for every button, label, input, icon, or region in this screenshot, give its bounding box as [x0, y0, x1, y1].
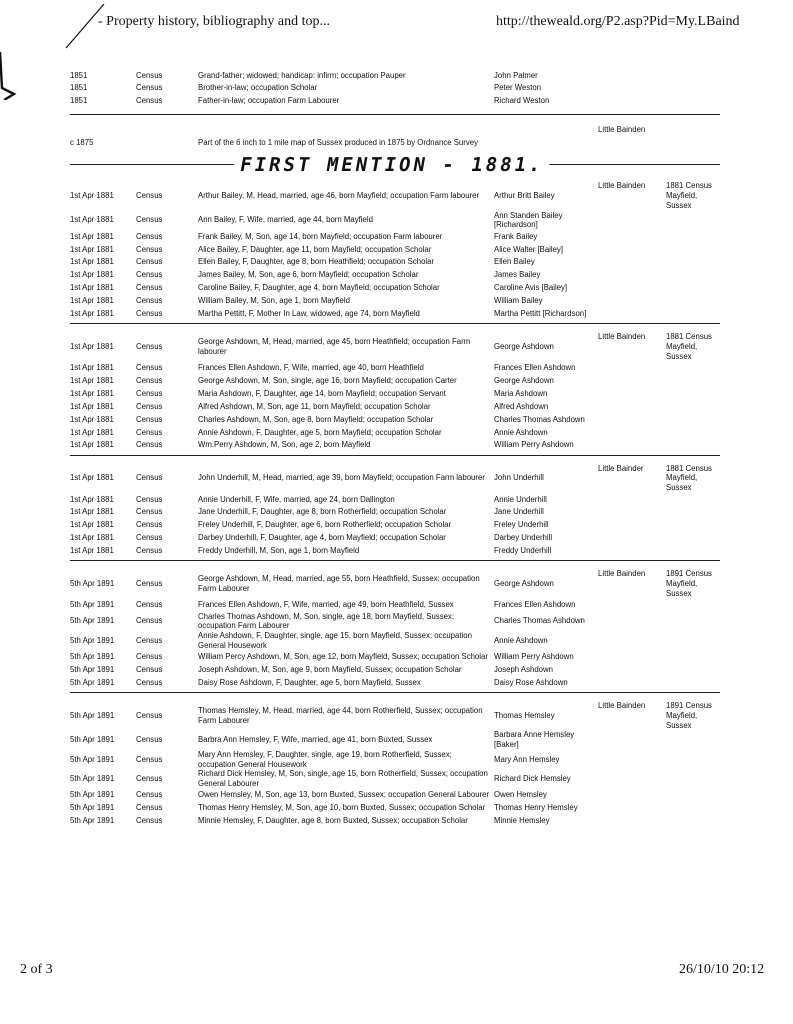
record-date: 1st Apr 1881 — [70, 414, 114, 424]
table-row — [70, 506, 720, 519]
record-group — [70, 323, 720, 454]
print-timestamp: 26/10/10 20:12 — [679, 962, 765, 977]
record-description: James Bailey, M, Son, age 6, born Mayfield; occupation Scholar — [198, 270, 419, 280]
property-name-link[interactable]: Little Bainden — [598, 701, 646, 711]
record-description: John Underhill, M, Head, married, age 39, born Mayfield; occupation Farm labourer — [198, 473, 485, 483]
person-name-link[interactable]: Richard Dick Hemsley — [494, 774, 571, 784]
person-name-link[interactable]: George Ashdown — [494, 579, 554, 589]
record-type: Census — [136, 296, 163, 306]
record-type: Census — [136, 283, 163, 293]
record-description: Thomas Henry Hemsley, M, Son, age 10, born Buxted, Sussex; occupation Scholar — [198, 803, 486, 813]
record-date: 5th Apr 1891 — [70, 735, 115, 745]
table-row — [70, 295, 720, 308]
record-date: 1st Apr 1881 — [70, 342, 114, 352]
table-row — [70, 545, 720, 558]
record-date: 1st Apr 1881 — [70, 440, 114, 450]
handwritten-annotation: FIRST MENTION - 1881. — [232, 154, 551, 178]
record-description: Mary Ann Hemsley, F, Daughter, single, age 19, born Rotherfield, Sussex; occupation General Housework — [198, 749, 452, 769]
record-type: Census — [136, 494, 163, 504]
record-date: 1st Apr 1881 — [70, 401, 114, 411]
record-description: George Ashdown, M, Head, married, age 55, born Heathfield, Sussex; occupation Farm Labourer — [198, 574, 480, 593]
table-row — [70, 426, 720, 439]
record-description: Frances Ellen Ashdown, F, Wife, married, age 49, born Heathfield, Sussex — [198, 600, 454, 610]
record-description: Daisy Rose Ashdown, F, Daughter, age 5, born Mayfield, Sussex — [198, 677, 421, 687]
table-row — [70, 332, 720, 361]
person-name-link[interactable]: Frances Ellen Ashdown — [494, 363, 576, 373]
person-name-link[interactable]: George Ashdown — [494, 375, 554, 385]
table-row — [70, 802, 720, 815]
record-description: Wm.Perry Ashdown, M, Son, age 2, born Mayfield — [198, 440, 371, 450]
table-row — [70, 307, 720, 320]
record-description: Alice Bailey, F, Daughter, age 11, born Mayfield; occupation Scholar — [198, 244, 432, 254]
table-row — [70, 387, 720, 400]
table-row — [70, 730, 720, 749]
record-description: Annie Underhill, F, Wife, married, age 24, born Dallington — [198, 494, 395, 504]
table-row — [70, 413, 720, 426]
record-date: 1st Apr 1881 — [70, 215, 114, 225]
property-name-link[interactable]: Little Bainden — [598, 124, 646, 134]
record-type: Census — [136, 414, 163, 424]
person-name-link[interactable]: Alice Walter [Bailey] — [494, 244, 564, 254]
table-row — [70, 69, 720, 82]
table-row — [70, 650, 720, 663]
record-type: Census — [136, 546, 163, 556]
record-type: Census — [136, 96, 163, 106]
record-type: Census — [136, 635, 163, 645]
person-name-link[interactable]: Annie Ashdown — [494, 427, 548, 437]
record-description: George Ashdown, M, Head, married, age 45, born Heathfield; occupation Farm labourer — [198, 337, 471, 356]
table-row — [70, 282, 720, 295]
record-description: Part of the 6 inch to 1 mile map of Sussex produced in 1875 by Ordnance Survey — [198, 138, 478, 148]
table-row — [70, 181, 720, 210]
person-name-link[interactable]: Annie Ashdown — [494, 635, 548, 645]
source-link[interactable]: 1881 Census Mayfield, Sussex — [666, 463, 712, 493]
person-name-link[interactable]: John Palmer — [494, 70, 538, 80]
record-type: Census — [136, 257, 163, 267]
person-name-link[interactable]: William Perry Ashdown — [494, 652, 574, 662]
page-url[interactable]: http://theweald.org/P2.asp?Pid=My.LBaind — [496, 14, 740, 29]
record-date: 1st Apr 1881 — [70, 533, 114, 543]
record-description: Maria Ashdown, F, Daughter, age 14, born Mayfield; occupation Servant — [198, 388, 446, 398]
property-records-table — [70, 66, 720, 830]
person-name-link[interactable]: Thomas Hemsley — [494, 710, 555, 720]
record-description: Grand-father; widowed; handicap: infirm; occupation Pauper — [198, 70, 406, 80]
record-type: Census — [136, 677, 163, 687]
record-description: William Percy Ashdown, M, Son, age 12, born Mayfield, Sussex; occupation Scholar — [198, 652, 488, 662]
record-type: Census — [136, 83, 163, 93]
record-date: 1st Apr 1881 — [70, 231, 114, 241]
record-type: Census — [136, 375, 163, 385]
table-row — [70, 374, 720, 387]
record-date: 1st Apr 1881 — [70, 270, 114, 280]
table-row — [70, 493, 720, 506]
table-row — [70, 362, 720, 375]
person-name-link[interactable]: James Bailey — [494, 270, 541, 280]
record-description: Ann Bailey, F, Wife, married, age 44, born Mayfield — [198, 215, 373, 225]
record-type: Census — [136, 754, 163, 764]
table-row — [70, 701, 720, 730]
record-type: Census — [136, 579, 163, 589]
record-date: 1st Apr 1881 — [70, 363, 114, 373]
record-date: 5th Apr 1891 — [70, 803, 115, 813]
person-name-link[interactable]: William Bailey — [494, 296, 543, 306]
record-type: Census — [136, 600, 163, 610]
record-description: Darbey Underhill, F, Daughter, age 4, born Mayfield; occupation Scholar — [198, 533, 446, 543]
record-date: 5th Apr 1891 — [70, 816, 115, 826]
record-date: c 1875 — [70, 138, 94, 148]
person-name-link[interactable]: Martha Pettitt [Richardson] — [494, 309, 587, 318]
person-name-link[interactable]: William Perry Ashdown — [494, 440, 574, 450]
record-date: 1851 — [70, 70, 88, 80]
person-name-link[interactable]: Joseph Ashdown — [494, 664, 553, 674]
table-row — [70, 631, 720, 650]
person-name-link[interactable]: Frank Bailey — [494, 231, 538, 241]
table-row — [70, 95, 720, 108]
person-name-link[interactable]: Maria Ashdown — [494, 388, 548, 398]
table-row — [70, 400, 720, 413]
record-description: Ellen Bailey, F, Daughter, age 8, born Heathfield; occupation Scholar — [198, 257, 435, 267]
table-row — [70, 256, 720, 269]
record-type: Census — [136, 520, 163, 530]
record-description: Barbra Ann Hemsley, F, Wife, married, age 41, born Buxted, Sussex — [198, 735, 433, 745]
person-name-link[interactable]: Owen Hemsley — [494, 790, 547, 800]
record-description: George Ashdown, M, Son, single, age 16, born Mayfield; occupation Carter — [198, 375, 457, 385]
record-date: 1st Apr 1881 — [70, 494, 114, 504]
record-type: Census — [136, 652, 163, 662]
source-link[interactable]: 1891 Census Mayfield, Sussex — [666, 701, 712, 730]
person-name-link[interactable]: Charles Thomas Ashdown — [494, 616, 585, 626]
person-name-link[interactable]: Freddy Underhill — [494, 546, 552, 556]
person-name-link[interactable]: Darbey Underhill — [494, 533, 553, 543]
record-type: Census — [136, 664, 163, 674]
record-type: Census — [136, 790, 163, 800]
table-row — [70, 243, 720, 256]
record-description: Charles Thomas Ashdown, M, Son, single, age 18, born Mayfield, Sussex; occupation Farm Labourer — [198, 611, 454, 631]
record-description: William Bailey, M, Son, age 1, born Mayfield — [198, 296, 350, 306]
record-type: Census — [136, 70, 163, 80]
page-title: - Property history, bibliography and top... — [98, 14, 331, 29]
table-row — [70, 211, 720, 230]
record-description: Martha Pettitt, F, Mother In Law, widowed, age 74, born Mayfield — [198, 309, 420, 318]
person-name-link[interactable]: Thomas Henry Hemsley — [494, 803, 578, 813]
map-thumbnail — [136, 125, 192, 159]
record-date: 1st Apr 1881 — [70, 520, 114, 530]
record-group — [70, 560, 720, 692]
record-date: 5th Apr 1891 — [70, 790, 115, 800]
record-description: Jane Underhill, F, Daughter, age 8, born Rotherfield; occupation Scholar — [198, 507, 447, 517]
source-link[interactable]: 1891 Census Mayfield, Sussex — [666, 569, 712, 598]
record-description: Frank Bailey, M, Son, age 14, born Mayfield; occupation Farm labourer — [198, 231, 443, 241]
person-name-link[interactable]: Richard Weston — [494, 96, 550, 106]
record-description: Father-in-law; occupation Farm Labourer — [198, 96, 340, 106]
record-date: 5th Apr 1891 — [70, 652, 115, 662]
table-row — [70, 663, 720, 676]
table-row — [70, 750, 720, 769]
page-number: 2 of 3 — [20, 962, 53, 977]
record-description: Alfred Ashdown, M, Son, age 11, born Mayfield; occupation Scholar — [198, 401, 431, 411]
record-type: Census — [136, 735, 163, 745]
person-name-link[interactable]: Alfred Ashdown — [494, 401, 549, 411]
record-type: Census — [136, 803, 163, 813]
person-name-link[interactable]: Ellen Bailey — [494, 257, 535, 267]
record-date: 1st Apr 1881 — [70, 507, 114, 517]
record-description: Thomas Hemsley, M, Head, married, age 44, born Rotherfield, Sussex; occupation Farm Labourer — [198, 705, 483, 725]
person-name-link[interactable]: Annie Underhill — [494, 494, 547, 504]
record-type: Census — [136, 774, 163, 784]
person-name-link[interactable]: George Ashdown — [494, 342, 554, 352]
record-type: Census — [136, 388, 163, 398]
table-row — [70, 532, 720, 545]
person-name-link[interactable]: Frances Ellen Ashdown — [494, 600, 576, 610]
property-name-link[interactable]: Little Bainden — [598, 181, 646, 191]
record-date: 1st Apr 1881 — [70, 244, 114, 254]
record-type: Census — [136, 231, 163, 241]
record-group — [70, 692, 720, 830]
person-name-link[interactable]: Caroline Avis [Bailey] — [494, 283, 568, 293]
record-type: Census — [136, 244, 163, 254]
record-date: 1st Apr 1881 — [70, 388, 114, 398]
table-row — [70, 464, 720, 493]
record-type: Census — [136, 270, 163, 280]
record-date: 5th Apr 1891 — [70, 579, 115, 589]
record-description: Arthur Bailey, M, Head, married, age 46, born Mayfield; occupation Farm labourer — [198, 191, 480, 201]
record-description: Joseph Ashdown, M, Son, age 9, born Mayfield, Sussex; occupation Scholar — [198, 664, 462, 674]
record-description: Frances Ellen Ashdown, F, Wife, married, age 40, born Heathfield — [198, 363, 424, 373]
table-row — [70, 519, 720, 532]
record-description: Annie Ashdown, F, Daughter, single, age 15, born Mayfield, Sussex; occupation General Housework — [198, 630, 472, 650]
table-row — [70, 439, 720, 452]
table-row — [70, 230, 720, 243]
person-name-link[interactable]: Jane Underhill — [494, 507, 544, 517]
person-name-link[interactable]: Daisy Rose Ashdown — [494, 677, 568, 687]
source-link[interactable]: 1881 Census Mayfield, Sussex — [666, 332, 712, 361]
record-date: 5th Apr 1891 — [70, 635, 115, 645]
person-name-link[interactable]: Ann Standen Bailey [Richardson] — [494, 210, 563, 230]
record-date: 1st Apr 1881 — [70, 546, 114, 556]
person-name-link[interactable]: Freley Underhill — [494, 520, 549, 530]
table-row — [70, 82, 720, 95]
record-date: 1851 — [70, 83, 88, 93]
record-date: 5th Apr 1891 — [70, 677, 115, 687]
record-description: Owen Hemsley, M, Son, age 13, born Buxted, Sussex; occupation General Labourer — [198, 790, 490, 800]
record-date: 1st Apr 1881 — [70, 257, 114, 267]
table-row — [70, 676, 720, 689]
person-name-link[interactable]: Minnie Hemsley — [494, 816, 550, 826]
record-date: 1851 — [70, 96, 88, 106]
record-date: 5th Apr 1891 — [70, 754, 115, 764]
record-description: Annie Ashdown, F, Daughter, age 5, born Mayfield; occupation Scholar — [198, 427, 442, 437]
record-description: Brother-in-law; occupation Scholar — [198, 83, 318, 93]
table-row — [70, 269, 720, 282]
record-date: 5th Apr 1891 — [70, 616, 115, 626]
record-date: 5th Apr 1891 — [70, 774, 115, 784]
record-description: Charles Ashdown, M, Son, age 8, born Mayfield; occupation Scholar — [198, 414, 434, 424]
record-date: 1st Apr 1881 — [70, 296, 114, 306]
record-group — [70, 455, 720, 561]
record-date: 1st Apr 1881 — [70, 191, 114, 201]
record-type: Census — [136, 710, 163, 720]
person-name-link[interactable]: John Underhill — [494, 473, 544, 483]
record-type — [136, 125, 198, 162]
table-row — [70, 769, 720, 788]
record-type: Census — [136, 309, 163, 318]
record-type: Census — [136, 401, 163, 411]
record-type: Census — [136, 440, 163, 450]
record-type: Census — [136, 533, 163, 543]
property-name-link[interactable]: Little Bainder — [598, 463, 644, 473]
record-type: Census — [136, 616, 163, 626]
record-date: 1st Apr 1881 — [70, 283, 114, 293]
person-name-link[interactable]: Barbara Anne Hemsley [Baker] — [494, 730, 575, 750]
record-group — [70, 66, 720, 114]
record-type: Census — [136, 816, 163, 826]
table-row — [70, 789, 720, 802]
table-row — [70, 569, 720, 598]
record-description: Freddy Underhill, M, Son, age 1, born Mayfield — [198, 546, 360, 556]
record-date: 1st Apr 1881 — [70, 427, 114, 437]
property-name-link[interactable]: Little Bainden — [598, 569, 646, 579]
record-type: Census — [136, 342, 163, 352]
record-date: 5th Apr 1891 — [70, 600, 115, 610]
person-name-link[interactable]: Arthur Britt Bailey — [494, 191, 555, 201]
record-type: Census — [136, 507, 163, 517]
property-name-link[interactable]: Little Bainden — [598, 332, 646, 342]
record-description: Minnie Hemsley, F, Daughter, age 8, born Buxted, Sussex; occupation Scholar — [198, 816, 468, 826]
record-type: Census — [136, 363, 163, 373]
person-name-link[interactable]: Mary Ann Hemsley — [494, 754, 560, 764]
record-type: Census — [136, 215, 163, 225]
source-link[interactable]: 1881 Census Mayfield, Sussex — [666, 181, 712, 210]
table-row — [70, 599, 720, 612]
record-type: Census — [136, 427, 163, 437]
person-name-link[interactable]: Charles Thomas Ashdown — [494, 414, 585, 424]
record-date: 5th Apr 1891 — [70, 664, 115, 674]
record-type: Census — [136, 191, 163, 201]
table-row — [70, 612, 720, 631]
record-description: Freley Underhill, F, Daughter, age 6, born Rotherfield; occupation Scholar — [198, 520, 452, 530]
record-date: 5th Apr 1891 — [70, 710, 115, 720]
record-description: Caroline Bailey, F, Daughter, age 4, born Mayfield; occupation Scholar — [198, 283, 440, 293]
record-date: 1st Apr 1881 — [70, 473, 114, 483]
record-type: Census — [136, 473, 163, 483]
person-name-link[interactable]: Peter Weston — [494, 83, 542, 93]
record-group — [70, 154, 720, 323]
record-date: 1st Apr 1881 — [70, 375, 114, 385]
record-description: Richard Dick Hemsley, M, Son, single, age 15, born Rotherfield, Sussex; occupation General Labourer — [198, 769, 488, 788]
table-row — [70, 815, 720, 828]
record-date: 1st Apr 1881 — [70, 309, 114, 318]
